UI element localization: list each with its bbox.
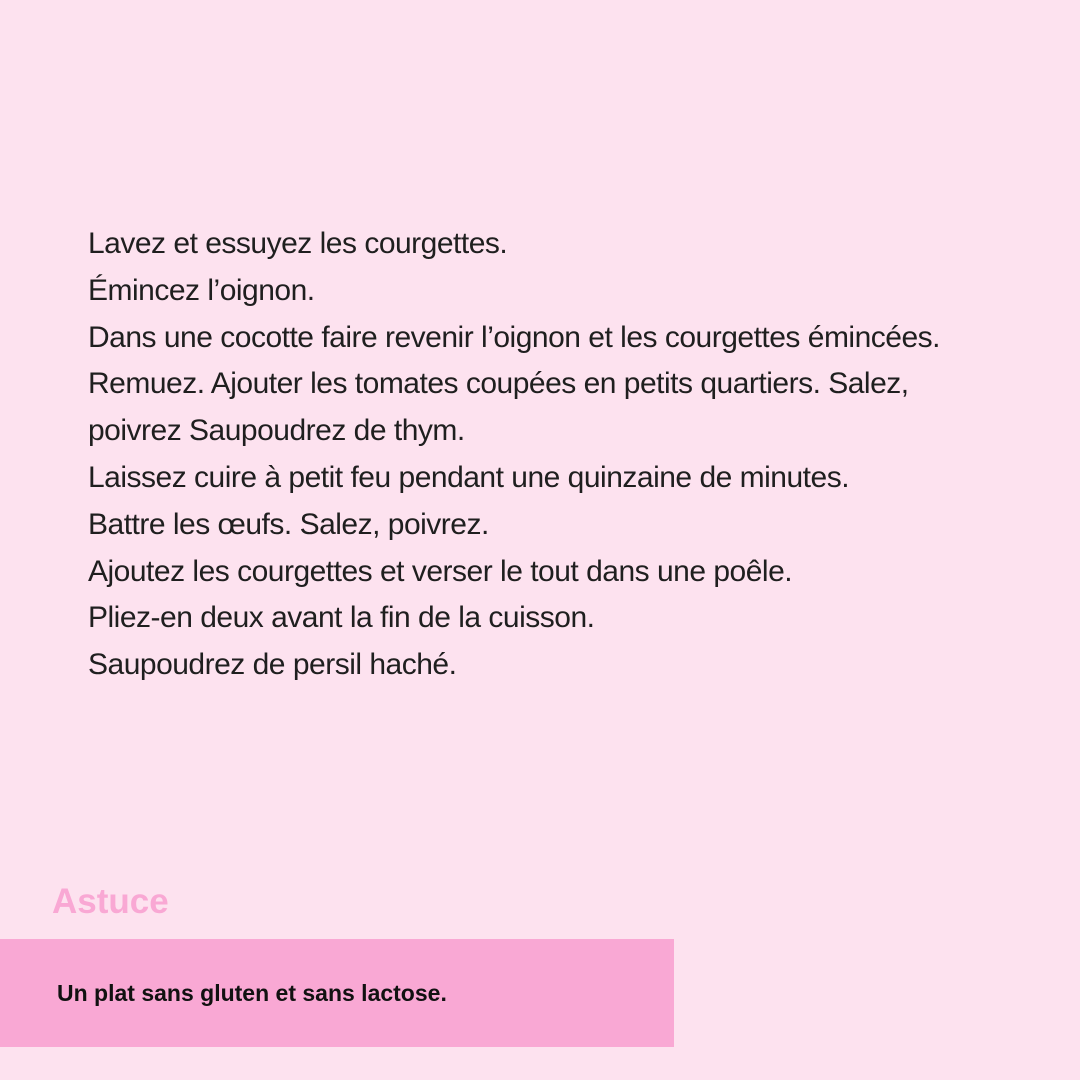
recipe-step-line: Ajoutez les courgettes et verser le tout dans une poêle.	[88, 554, 793, 588]
recipe-step-line: poivrez Saupoudrez de thym.	[88, 414, 465, 448]
recipe-step-line: Émincez l’oignon.	[88, 273, 315, 307]
recipe-step-line: Remuez. Ajouter les tomates coupées en petits quartiers. Salez,	[88, 367, 909, 401]
recipe-step-line: Saupoudrez de persil haché.	[88, 648, 457, 682]
recipe-step-line: Laissez cuire à petit feu pendant une quinzaine de minutes.	[88, 460, 850, 494]
recipe-step-line: Pliez-en deux avant la fin de la cuisson.	[88, 601, 595, 635]
recipe-step-line: Dans une cocotte faire revenir l’oignon et les courgettes émincées.	[88, 320, 940, 354]
recipe-step-line: Lavez et essuyez les courgettes.	[88, 227, 508, 260]
tip-banner	[0, 939, 674, 1047]
recipe-step-line: Battre les œufs. Salez, poivrez.	[88, 507, 489, 541]
tip-banner-text: Un plat sans gluten et sans lactose.	[57, 979, 447, 1006]
recipe-instructions	[88, 221, 1080, 689]
tip-heading: Astuce	[52, 882, 169, 921]
